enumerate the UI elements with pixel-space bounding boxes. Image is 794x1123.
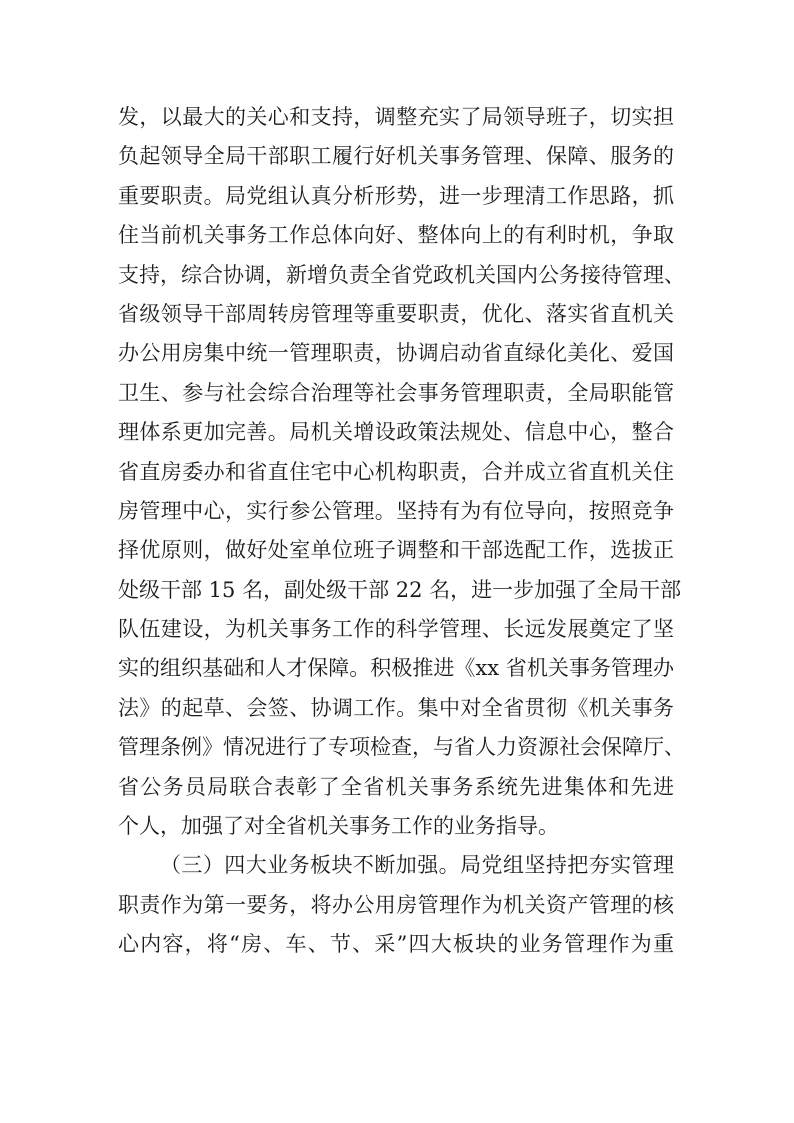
text-line: 职责作为第一要务，将办公用房管理作为机关资产管理的核 — [118, 892, 674, 917]
text-line: 队伍建设，为机关事务工作的科学管理、长远发展奠定了坚 — [118, 617, 674, 642]
text-line: 法》的起草、会签、协调工作。集中对全省贯彻《机关事务 — [118, 695, 674, 720]
text-line: 发，以最大的关心和支持，调整充实了局领导班子，切实担 — [118, 105, 674, 129]
text-line: 择优原则，做好处室单位班子调整和干部选配工作，选拔正 — [118, 538, 674, 563]
text-line: 省级领导干部周转房管理等重要职责，优化、落实省直机关 — [118, 301, 674, 326]
text-line: 支持，综合协调，新增负责全省党政机关国内公务接待管理、 — [118, 262, 685, 287]
section-heading-line: （三）四大业务板块不断加强。局党组坚持把夯实管理 — [160, 853, 674, 878]
text-line: 心内容，将“房、车、节、采”四大板块的业务管理作为重 — [118, 932, 674, 957]
paragraph-end-line: 个人，加强了对全省机关事务工作的业务指导。 — [118, 814, 559, 839]
text-line: 省公务员局联合表彰了全省机关事务系统先进集体和先进 — [118, 774, 674, 799]
text-line: 负起领导全局干部职工履行好机关事务管理、保障、服务的 — [118, 144, 674, 169]
text-line: 理体系更加完善。局机关增设政策法规处、信息中心，整合 — [118, 420, 674, 445]
text-line: 处级干部 15 名，副处级干部 22 名，进一步加强了全局干部 — [118, 577, 682, 602]
body-text — [118, 98, 685, 965]
text-line: 房管理中心，实行参公管理。坚持有为有位导向，按照竞争 — [118, 498, 674, 523]
text-line: 省直房委办和省直住宅中心机构职责，合并成立省直机关住 — [118, 459, 674, 484]
text-line: 办公用房集中统一管理职责，协调启动省直绿化美化、爱国 — [118, 341, 674, 366]
text-line: 住当前机关事务工作总体向好、整体向上的有利时机，争取 — [118, 223, 674, 248]
text-line: 管理条例》情况进行了专项检查，与省人力资源社会保障厅、 — [118, 735, 685, 760]
text-line: 卫生、参与社会综合治理等社会事务管理职责，全局职能管 — [118, 380, 674, 405]
text-line: 重要职责。局党组认真分析形势，进一步理清工作思路，抓 — [118, 183, 674, 208]
text-line: 实的组织基础和人才保障。积极推进《xx 省机关事务管理办 — [118, 656, 674, 681]
